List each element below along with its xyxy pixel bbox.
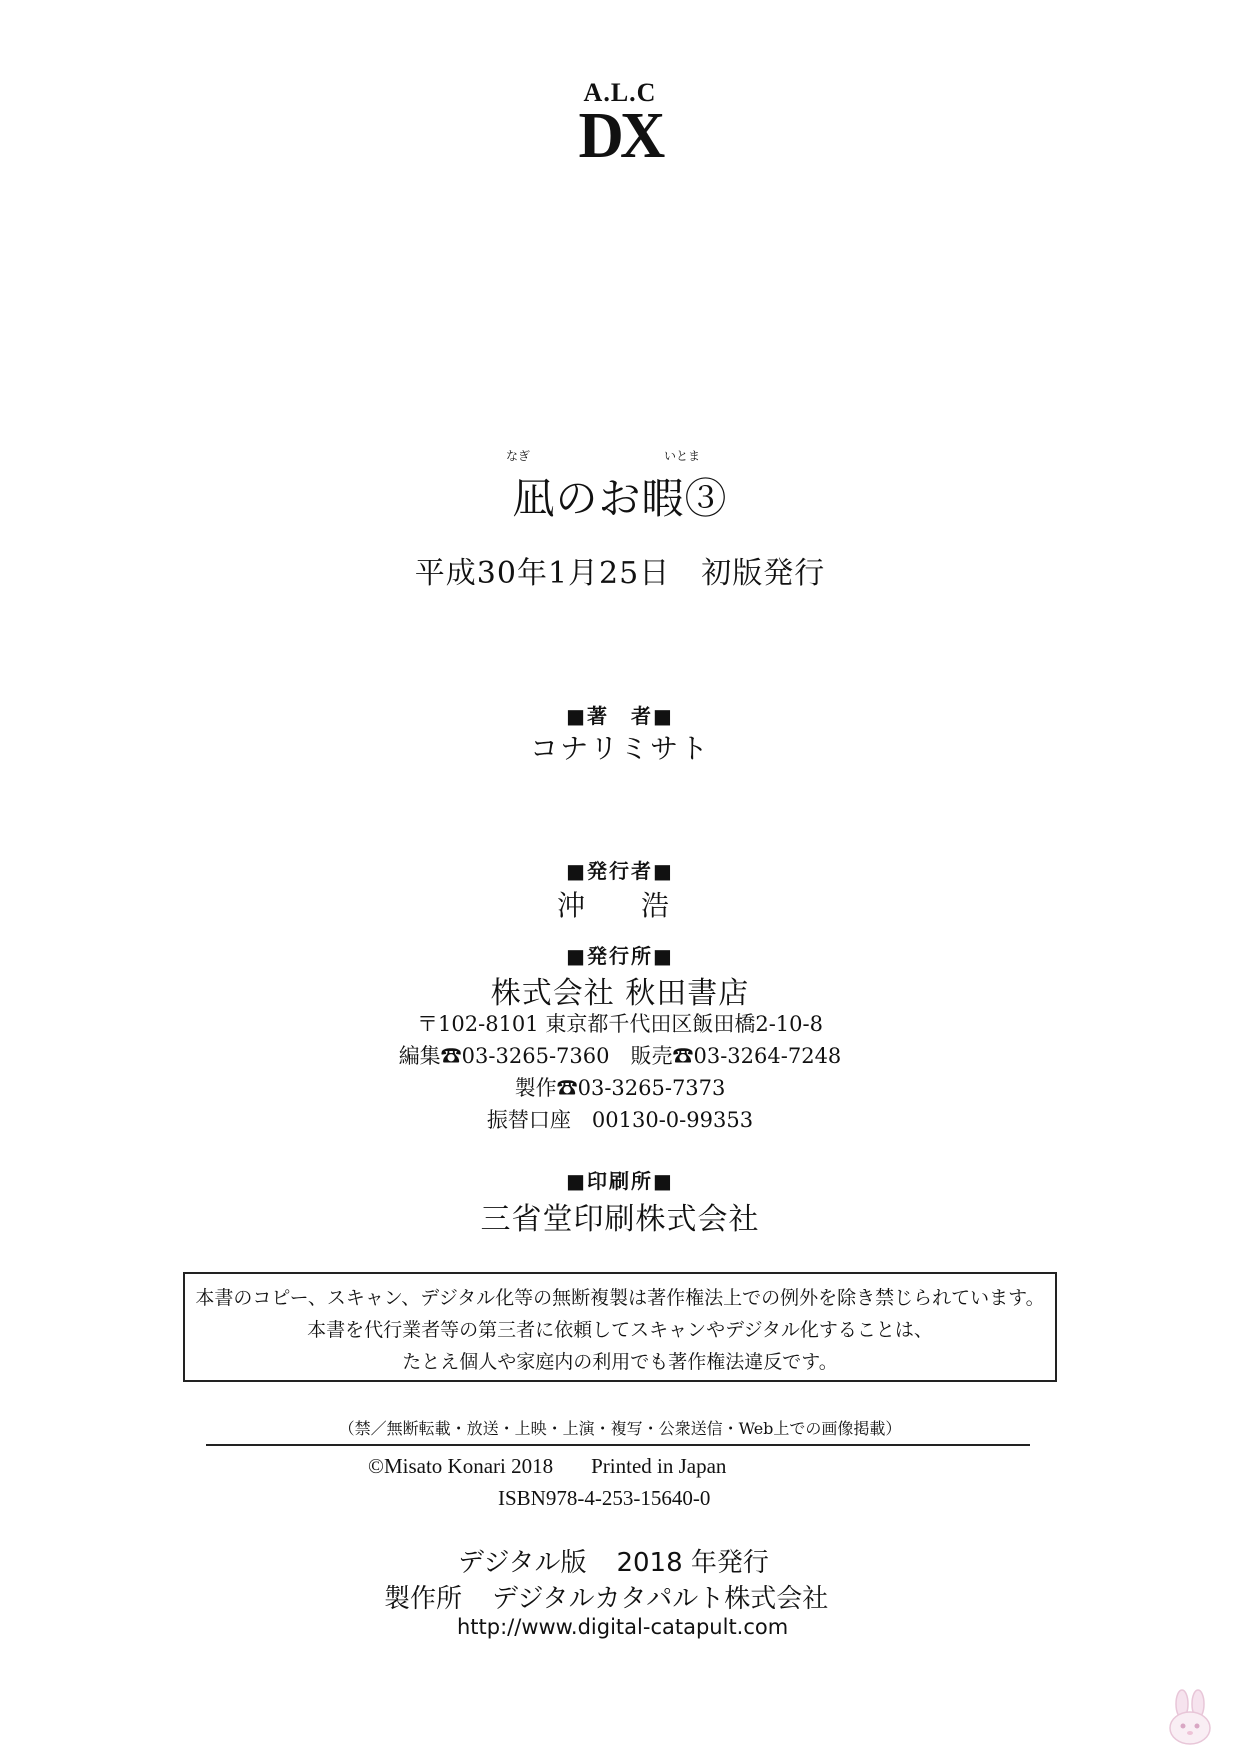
divider: [206, 1444, 1030, 1446]
author-name: コナリミサト: [529, 732, 710, 765]
digital-producer-name: デジタルカタパルト株式会社: [492, 1584, 829, 1614]
office-tel-line-2: 製作☎03-3265-7373: [514, 1076, 726, 1100]
office-address: 〒102-8101 東京都千代田区飯田橋2-10-8: [417, 1012, 823, 1036]
digital-edition-year: 2018 年発行: [616, 1548, 769, 1578]
title-ruby-nagi: なぎ: [506, 449, 531, 463]
logo-top-text: A.L.C: [583, 78, 657, 107]
office-tel-line-1: 編集☎03-3265-7360 販売☎03-3264-7248: [398, 1044, 842, 1068]
title-ruby-itoma: いとま: [664, 449, 701, 463]
notice-line-2: 本書を代行業者等の第三者に依頼してスキャンやデジタル化することは、: [307, 1319, 933, 1341]
bunny-mascot-icon: [1160, 1688, 1220, 1748]
notice-line-1: 本書のコピー、スキャン、デジタル化等の無断複製は著作権法上での例外を除き禁じられています。: [195, 1287, 1045, 1309]
logo-big-text: DX: [578, 99, 662, 172]
publish-date: 平成30年1月25日 初版発行: [414, 556, 826, 591]
publisher-name: 沖 浩: [556, 889, 683, 922]
printer-name: 三省堂印刷株式会社: [480, 1202, 760, 1237]
book-title: 凪のお暇③: [512, 474, 728, 523]
alc-dx-logo: [574, 78, 666, 172]
office-label: ■発行所■: [566, 944, 674, 968]
copyright-line: [368, 1454, 726, 1479]
printer-label: ■印刷所■: [566, 1169, 674, 1193]
producer-url: http://www.digital-catapult.com: [457, 1615, 789, 1639]
copy-notice-box: [183, 1272, 1057, 1382]
transfer-account: 振替口座 00130-0-99353: [486, 1108, 754, 1132]
notice-line-3: たとえ個人や家庭内の利用でも著作権法違反です。: [402, 1351, 838, 1373]
isbn: ISBN978-4-253-15640-0: [498, 1486, 711, 1510]
digital-edition-line: [458, 1542, 769, 1579]
printed-in: Printed in Japan: [591, 1454, 727, 1478]
publisher-label: ■発行者■: [566, 859, 674, 883]
copyright-owner: ©Misato Konari 2018: [368, 1454, 554, 1478]
digital-producer-label: 製作所: [384, 1584, 463, 1614]
digital-edition-label: デジタル版: [458, 1548, 587, 1578]
office-name: 株式会社 秋田書店: [490, 976, 750, 1011]
digital-producer-line: [384, 1578, 828, 1615]
prohibition-note: （禁／無断転載・放送・上映・上演・複写・公衆送信・Web上での画像掲載）: [338, 1419, 902, 1438]
author-label: ■著 者■: [566, 704, 674, 728]
